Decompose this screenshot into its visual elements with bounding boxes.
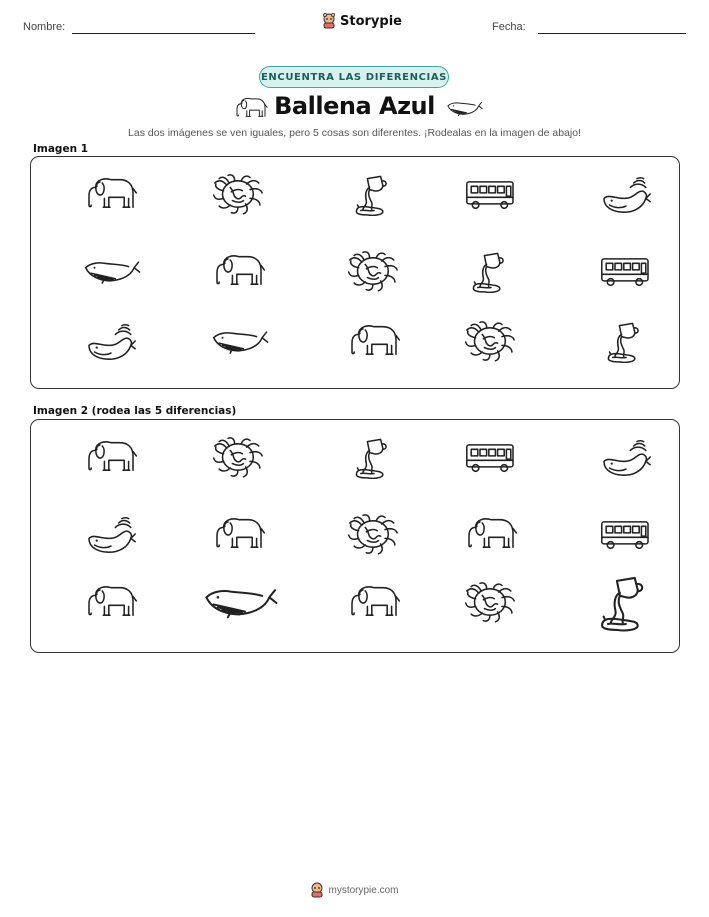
footer bbox=[0, 882, 709, 898]
title-row bbox=[0, 92, 709, 124]
brand-name: Storypie bbox=[340, 13, 402, 29]
elephant-icon[interactable] bbox=[460, 512, 522, 556]
storypie-mascot-icon bbox=[322, 13, 336, 29]
image1-panel bbox=[30, 156, 680, 389]
activity-badge: ENCUENTRA LAS DIFERENCIAS bbox=[259, 66, 449, 88]
shrimp-icon[interactable] bbox=[208, 435, 270, 479]
name-label: Nombre: bbox=[23, 21, 66, 33]
elephant-icon[interactable] bbox=[343, 580, 405, 624]
footer-url[interactable]: mystorypie.com bbox=[328, 884, 399, 896]
whale-splash-icon bbox=[595, 172, 657, 216]
bus-icon bbox=[595, 249, 657, 293]
pouring-pitcher-icon[interactable] bbox=[343, 435, 405, 479]
shrimp-icon[interactable] bbox=[343, 512, 405, 556]
elephant-icon bbox=[343, 319, 405, 363]
shrimp-icon bbox=[208, 172, 270, 216]
pouring-pitcher-icon bbox=[460, 249, 522, 293]
whale-icon bbox=[444, 94, 484, 127]
whale-icon bbox=[208, 319, 270, 363]
whale-icon[interactable] bbox=[199, 573, 280, 630]
shrimp-icon[interactable] bbox=[460, 580, 522, 624]
whale-splash-icon bbox=[80, 319, 142, 363]
pouring-pitcher-icon bbox=[343, 172, 405, 216]
elephant-icon[interactable] bbox=[80, 435, 142, 479]
image1-label: Imagen 1 bbox=[33, 143, 89, 155]
elephant-icon[interactable] bbox=[80, 580, 142, 624]
instructions: Las dos imágenes se ven iguales, pero 5 cosas son diferentes. ¡Rodealas en la imagen de abajo! bbox=[128, 127, 581, 139]
date-label: Fecha: bbox=[492, 21, 526, 33]
date-line[interactable] bbox=[538, 33, 686, 34]
elephant-icon[interactable] bbox=[208, 512, 270, 556]
shrimp-icon bbox=[460, 319, 522, 363]
image2-label: Imagen 2 (rodea las 5 diferencias) bbox=[33, 405, 237, 417]
bus-icon[interactable] bbox=[595, 512, 657, 556]
whale-icon bbox=[80, 249, 142, 293]
whale-splash-icon[interactable] bbox=[595, 435, 657, 479]
image2-panel[interactable] bbox=[30, 419, 680, 653]
elephant-icon bbox=[231, 94, 271, 127]
elephant-icon bbox=[80, 172, 142, 216]
shrimp-icon bbox=[343, 249, 405, 293]
whale-splash-icon[interactable] bbox=[80, 512, 142, 556]
name-line[interactable] bbox=[72, 33, 255, 34]
bus-icon[interactable] bbox=[460, 435, 522, 479]
storypie-mascot-icon bbox=[310, 882, 324, 898]
pouring-pitcher-icon[interactable] bbox=[584, 572, 668, 631]
bus-icon bbox=[460, 172, 522, 216]
pouring-pitcher-icon bbox=[595, 319, 657, 363]
elephant-icon bbox=[208, 249, 270, 293]
brand-logo bbox=[322, 13, 402, 29]
page-title: Ballena Azul bbox=[274, 92, 435, 120]
